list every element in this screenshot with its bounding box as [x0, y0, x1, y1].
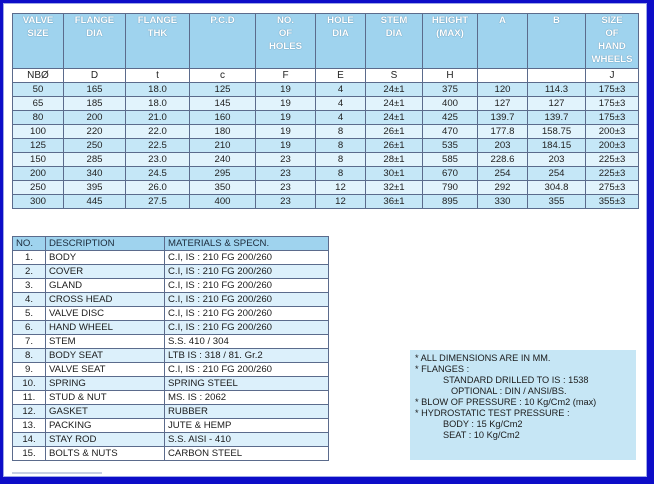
material-no-cell: 15. — [13, 447, 46, 461]
dimensions-cell: 330 — [478, 195, 528, 209]
dimensions-cell: 375 — [423, 83, 478, 97]
materials-row — [13, 265, 329, 279]
dimensions-cell: 26±1 — [366, 125, 423, 139]
dimensions-cell: 127 — [528, 97, 586, 111]
dimensions-header-cell — [64, 14, 126, 69]
note-all-dimensions: * ALL DIMENSIONS ARE IN MM. — [415, 353, 551, 363]
materials-header-description: DESCRIPTION — [46, 237, 165, 251]
dimensions-cell: 19 — [256, 83, 316, 97]
material-description-cell: STUD & NUT — [46, 391, 165, 405]
dimensions-cell: 114.3 — [528, 83, 586, 97]
material-no-cell: 7. — [13, 335, 46, 349]
material-spec-cell: S.S. AISI - 410 — [165, 433, 329, 447]
dimensions-cell: 200±3 — [586, 125, 639, 139]
materials-header-no: NO. — [13, 237, 46, 251]
dimensions-cell: 210 — [190, 139, 256, 153]
dimensions-cell: 24±1 — [366, 111, 423, 125]
dimensions-header-cell — [478, 14, 528, 69]
dimensions-cell: 150 — [13, 153, 64, 167]
material-description-cell: PACKING — [46, 419, 165, 433]
materials-row — [13, 363, 329, 377]
dimensions-cell: 535 — [423, 139, 478, 153]
material-no-cell: 4. — [13, 293, 46, 307]
dimensions-cell: 12 — [316, 181, 366, 195]
dimensions-cell: 18.0 — [126, 83, 190, 97]
dimensions-cell: 65 — [13, 97, 64, 111]
dimensions-cell: 400 — [423, 97, 478, 111]
material-spec-cell: RUBBER — [165, 405, 329, 419]
dimensions-cell: 670 — [423, 167, 478, 181]
material-spec-cell: C.I, IS : 210 FG 200/260 — [165, 363, 329, 377]
dimensions-cell: 139.7 — [528, 111, 586, 125]
dimensions-cell: 19 — [256, 111, 316, 125]
material-no-cell: 12. — [13, 405, 46, 419]
dimensions-cell: 23 — [256, 153, 316, 167]
dimensions-cell: 395 — [64, 181, 126, 195]
material-description-cell: COVER — [46, 265, 165, 279]
material-no-cell: 10. — [13, 377, 46, 391]
material-description-cell: BODY SEAT — [46, 349, 165, 363]
materials-row — [13, 349, 329, 363]
dimensions-cell: 184.15 — [528, 139, 586, 153]
dimensions-row — [13, 97, 639, 111]
dimensions-cell: 445 — [64, 195, 126, 209]
dimensions-cell: 292 — [478, 181, 528, 195]
dimensions-cell: 200 — [64, 111, 126, 125]
material-no-cell: 5. — [13, 307, 46, 321]
material-description-cell: STAY ROD — [46, 433, 165, 447]
dimensions-cell: 200±3 — [586, 139, 639, 153]
dimensions-cell: 228.6 — [478, 153, 528, 167]
dimensions-cell: 125 — [190, 83, 256, 97]
dimensions-cell: 30±1 — [366, 167, 423, 181]
note-hydrostatic-label: * HYDROSTATIC TEST PRESSURE : — [415, 408, 570, 418]
dimensions-cell: 254 — [478, 167, 528, 181]
dimensions-header-text: SIZE — [27, 28, 49, 39]
dimensions-cell: 220 — [64, 125, 126, 139]
material-spec-cell: C.I, IS : 210 FG 200/260 — [165, 321, 329, 335]
materials-row — [13, 251, 329, 265]
material-no-cell: 14. — [13, 433, 46, 447]
material-spec-cell: C.I, IS : 210 FG 200/260 — [165, 251, 329, 265]
material-spec-cell: C.I, IS : 210 FG 200/260 — [165, 307, 329, 321]
dimensions-row — [13, 139, 639, 153]
dimensions-header-cell — [316, 14, 366, 69]
materials-row — [13, 279, 329, 293]
dimensions-cell: 4 — [316, 97, 366, 111]
dimensions-cell: 4 — [316, 83, 366, 97]
materials-header-row — [13, 237, 329, 251]
dimensions-cell: 240 — [190, 153, 256, 167]
dimensions-header-text: FLANGE — [137, 15, 178, 26]
dimensions-cell: 355 — [528, 195, 586, 209]
material-no-cell: 13. — [13, 419, 46, 433]
dimensions-cell: 254 — [528, 167, 586, 181]
dimensions-header-text: WHEELS — [591, 54, 633, 65]
spec-sheet-page — [3, 3, 647, 477]
note-flanges-optional: OPTIONAL : DIN / ANSI/BS. — [451, 386, 567, 396]
dimensions-cell: 180 — [190, 125, 256, 139]
dimensions-cell: 24.5 — [126, 167, 190, 181]
dimensions-header-text: DIA — [385, 28, 403, 39]
dimensions-cell: 24±1 — [366, 97, 423, 111]
dimensions-cell: 8 — [316, 167, 366, 181]
dimensions-symbol-cell — [528, 69, 586, 83]
dimensions-cell: 19 — [256, 125, 316, 139]
dimensions-cell: 125 — [13, 139, 64, 153]
dimensions-cell: 203 — [528, 153, 586, 167]
dimensions-header-text: HEIGHT — [431, 15, 469, 26]
note-hydrostatic-seat: SEAT : 10 Kg/Cm2 — [443, 430, 520, 440]
material-description-cell: VALVE DISC — [46, 307, 165, 321]
material-spec-cell: C.I, IS : 210 FG 200/260 — [165, 265, 329, 279]
dimensions-row — [13, 111, 639, 125]
dimensions-symbol-cell — [478, 69, 528, 83]
material-description-cell: GLAND — [46, 279, 165, 293]
materials-row — [13, 419, 329, 433]
dimensions-cell: 26.0 — [126, 181, 190, 195]
dimensions-header-cell — [190, 14, 256, 69]
material-spec-cell: MS. IS : 2062 — [165, 391, 329, 405]
dimensions-symbol-cell: F — [256, 69, 316, 83]
dimensions-cell: 185 — [64, 97, 126, 111]
dimensions-cell: 50 — [13, 83, 64, 97]
dimensions-header-cell — [423, 14, 478, 69]
dimensions-symbol-cell: E — [316, 69, 366, 83]
dimensions-row — [13, 125, 639, 139]
material-spec-cell: C.I, IS : 210 FG 200/260 — [165, 279, 329, 293]
dimensions-cell: 350 — [190, 181, 256, 195]
dimensions-cell: 22.0 — [126, 125, 190, 139]
materials-row — [13, 321, 329, 335]
dimensions-cell: 36±1 — [366, 195, 423, 209]
dimensions-header-text: SIZE — [601, 15, 623, 26]
material-spec-cell: SPRING STEEL — [165, 377, 329, 391]
dimensions-cell: 340 — [64, 167, 126, 181]
dimensions-header-text: STEM — [380, 15, 408, 26]
materials-row — [13, 377, 329, 391]
dimensions-cell: 285 — [64, 153, 126, 167]
material-description-cell: CROSS HEAD — [46, 293, 165, 307]
material-spec-cell: C.I, IS : 210 FG 200/260 — [165, 293, 329, 307]
material-spec-cell: CARBON STEEL — [165, 447, 329, 461]
materials-header-specification: MATERIALS & SPECN. — [165, 237, 329, 251]
material-description-cell: SPRING — [46, 377, 165, 391]
material-description-cell: GASKET — [46, 405, 165, 419]
dimensions-header-row — [13, 14, 639, 69]
dimensions-cell: 100 — [13, 125, 64, 139]
dimensions-cell: 203 — [478, 139, 528, 153]
dimensions-cell: 304.8 — [528, 181, 586, 195]
note-flanges-label: * FLANGES : — [415, 364, 470, 374]
dimensions-cell: 175±3 — [586, 111, 639, 125]
dimensions-cell: 275±3 — [586, 181, 639, 195]
dimensions-cell: 145 — [190, 97, 256, 111]
dimensions-cell: 165 — [64, 83, 126, 97]
dimensions-header-cell — [586, 14, 639, 69]
dimensions-cell: 12 — [316, 195, 366, 209]
dimensions-cell: 177.8 — [478, 125, 528, 139]
dimensions-cell: 200 — [13, 167, 64, 181]
dimensions-cell: 24±1 — [366, 83, 423, 97]
dimensions-header-text: B — [553, 15, 560, 26]
dimensions-cell: 175±3 — [586, 83, 639, 97]
dimensions-header-text: THK — [147, 28, 168, 39]
dimensions-header-text: DIA — [332, 28, 349, 39]
materials-row — [13, 433, 329, 447]
dimensions-header-text: (MAX) — [436, 28, 464, 39]
dimensions-header-text: FLANGE — [74, 15, 115, 26]
material-no-cell: 2. — [13, 265, 46, 279]
materials-row — [13, 391, 329, 405]
dimensions-cell: 18.0 — [126, 97, 190, 111]
dimensions-cell: 8 — [316, 139, 366, 153]
dimensions-header-text: DIA — [86, 28, 103, 39]
dimensions-cell: 158.75 — [528, 125, 586, 139]
material-description-cell: BODY — [46, 251, 165, 265]
notes-box — [410, 350, 636, 460]
dimensions-symbol-cell: D — [64, 69, 126, 83]
materials-table — [12, 236, 329, 461]
dimensions-cell: 425 — [423, 111, 478, 125]
materials-row — [13, 307, 329, 321]
materials-row — [13, 447, 329, 461]
dimensions-row — [13, 195, 639, 209]
dimensions-header-cell — [126, 14, 190, 69]
material-no-cell: 8. — [13, 349, 46, 363]
dimensions-header-text: P.C.D — [210, 15, 235, 26]
dimensions-symbol-cell: S — [366, 69, 423, 83]
bottom-decorative-line — [12, 472, 102, 477]
dimensions-cell: 895 — [423, 195, 478, 209]
dimensions-row — [13, 153, 639, 167]
dimensions-header-cell — [528, 14, 586, 69]
dimensions-header-text: A — [499, 15, 506, 26]
material-description-cell: HAND WHEEL — [46, 321, 165, 335]
dimensions-cell: 250 — [13, 181, 64, 195]
dimensions-cell: 23 — [256, 181, 316, 195]
materials-row — [13, 405, 329, 419]
dimensions-symbol-row — [13, 69, 639, 83]
material-spec-cell: LTB IS : 318 / 81. Gr.2 — [165, 349, 329, 363]
dimensions-cell: 32±1 — [366, 181, 423, 195]
note-hydrostatic-body: BODY : 15 Kg/Cm2 — [443, 419, 523, 429]
dimensions-cell: 8 — [316, 153, 366, 167]
dimensions-cell: 26±1 — [366, 139, 423, 153]
material-description-cell: VALVE SEAT — [46, 363, 165, 377]
materials-row — [13, 293, 329, 307]
dimensions-cell: 295 — [190, 167, 256, 181]
dimensions-header-text: OF — [605, 28, 619, 39]
dimensions-header-cell — [13, 14, 64, 69]
dimensions-header-text: NO. — [276, 15, 295, 26]
dimensions-row — [13, 181, 639, 195]
material-spec-cell: S.S. 410 / 304 — [165, 335, 329, 349]
dimensions-cell: 790 — [423, 181, 478, 195]
material-spec-cell: JUTE & HEMP — [165, 419, 329, 433]
dimensions-cell: 80 — [13, 111, 64, 125]
dimensions-cell: 127 — [478, 97, 528, 111]
dimensions-cell: 300 — [13, 195, 64, 209]
dimensions-symbol-cell: H — [423, 69, 478, 83]
dimensions-cell: 160 — [190, 111, 256, 125]
dimensions-cell: 22.5 — [126, 139, 190, 153]
dimensions-cell: 225±3 — [586, 167, 639, 181]
dimensions-cell: 8 — [316, 125, 366, 139]
dimensions-cell: 225±3 — [586, 153, 639, 167]
dimensions-cell: 175±3 — [586, 97, 639, 111]
dimensions-symbol-cell: c — [190, 69, 256, 83]
dimensions-cell: 23 — [256, 195, 316, 209]
dimensions-header-text: OF — [278, 28, 293, 39]
materials-row — [13, 335, 329, 349]
dimensions-table — [12, 13, 639, 209]
dimensions-cell: 250 — [64, 139, 126, 153]
dimensions-header-text: VALVE — [22, 15, 54, 26]
dimensions-header-cell — [256, 14, 316, 69]
dimensions-cell: 120 — [478, 83, 528, 97]
dimensions-cell: 19 — [256, 97, 316, 111]
material-no-cell: 1. — [13, 251, 46, 265]
dimensions-cell: 21.0 — [126, 111, 190, 125]
material-no-cell: 9. — [13, 363, 46, 377]
note-flanges-standard: STANDARD DRILLED TO IS : 1538 — [443, 375, 589, 385]
material-no-cell: 3. — [13, 279, 46, 293]
dimensions-cell: 19 — [256, 139, 316, 153]
dimensions-cell: 585 — [423, 153, 478, 167]
dimensions-symbol-cell: NBØ — [13, 69, 64, 83]
dimensions-cell: 28±1 — [366, 153, 423, 167]
material-description-cell: STEM — [46, 335, 165, 349]
dimensions-header-cell — [366, 14, 423, 69]
dimensions-header-text: HAND — [598, 41, 626, 52]
dimensions-cell: 470 — [423, 125, 478, 139]
dimensions-symbol-cell: J — [586, 69, 639, 83]
note-blow-of-pressure: * BLOW OF PRESSURE : 10 Kg/Cm2 (max) — [415, 397, 597, 407]
dimensions-cell: 23 — [256, 167, 316, 181]
dimensions-cell: 400 — [190, 195, 256, 209]
dimensions-cell: 355±3 — [586, 195, 639, 209]
dimensions-cell: 4 — [316, 111, 366, 125]
dimensions-cell: 139.7 — [478, 111, 528, 125]
dimensions-row — [13, 167, 639, 181]
dimensions-header-text: HOLES — [268, 41, 303, 52]
material-no-cell: 6. — [13, 321, 46, 335]
dimensions-cell: 27.5 — [126, 195, 190, 209]
material-no-cell: 11. — [13, 391, 46, 405]
dimensions-cell: 23.0 — [126, 153, 190, 167]
dimensions-row — [13, 83, 639, 97]
dimensions-header-text: HOLE — [327, 15, 354, 26]
material-description-cell: BOLTS & NUTS — [46, 447, 165, 461]
dimensions-symbol-cell: t — [126, 69, 190, 83]
